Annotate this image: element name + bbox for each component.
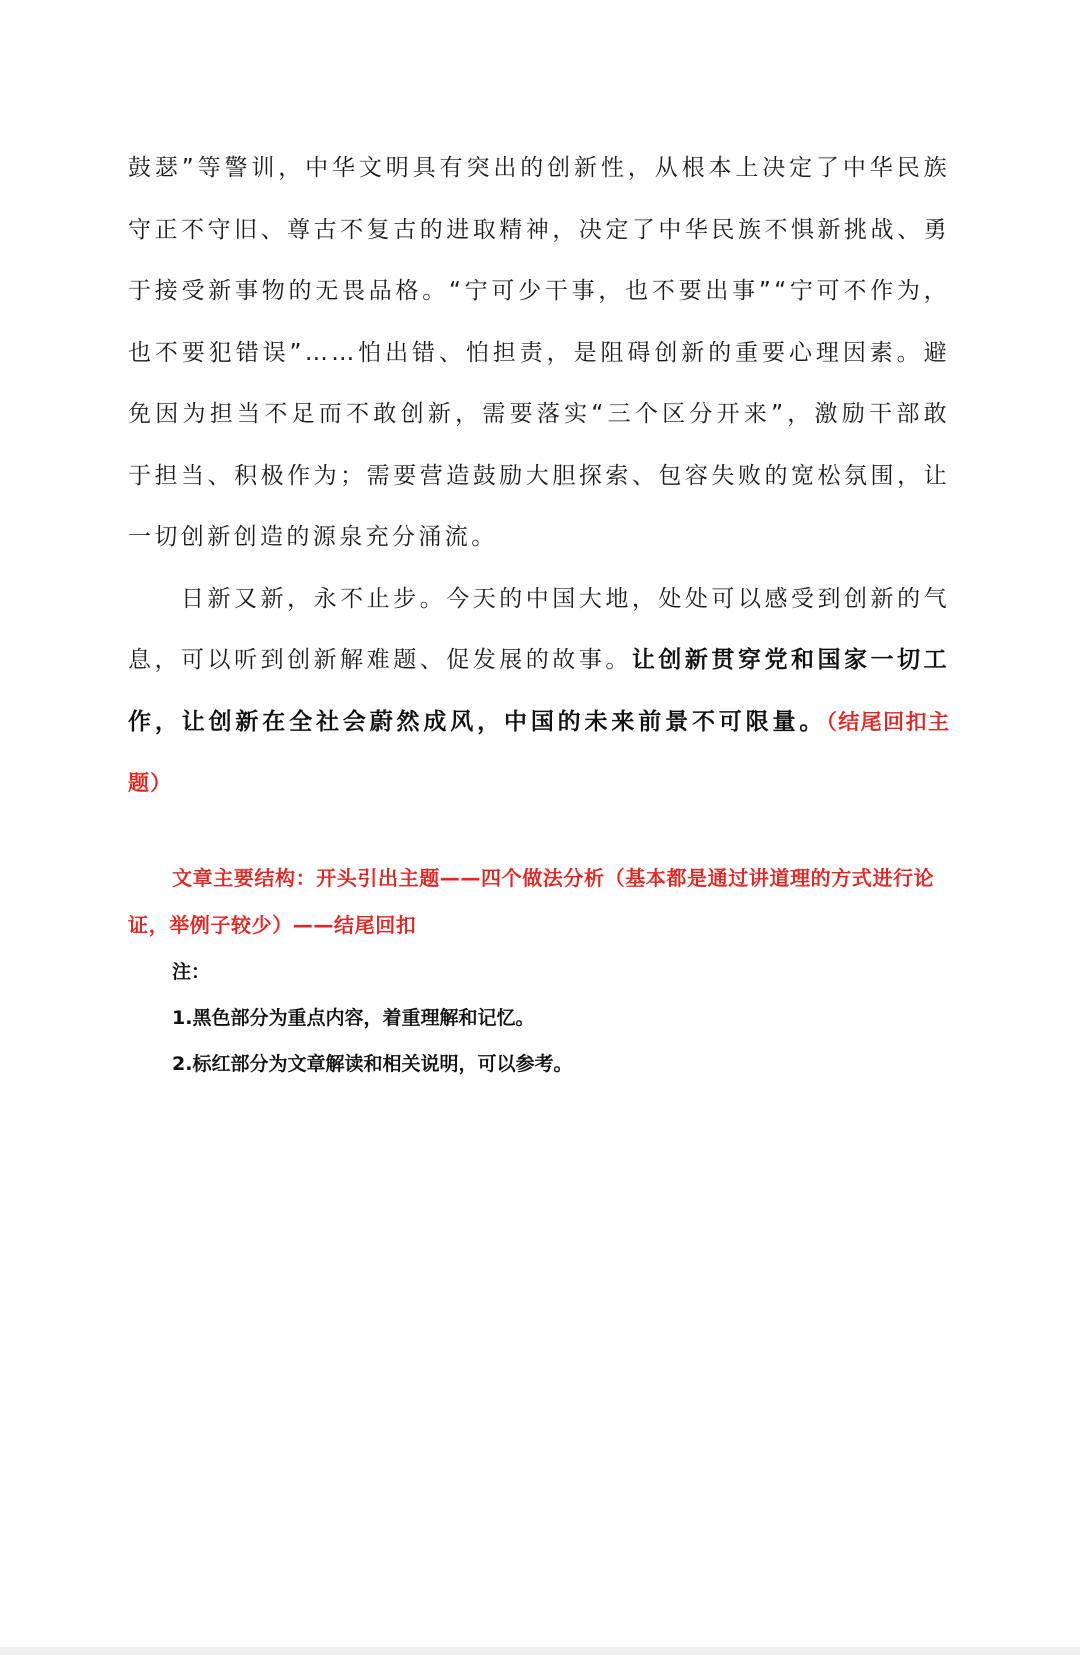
article-paragraph-1: 鼓瑟”等警训，中华文明具有突出的创新性，从根本上决定了中华民族守正不守旧、尊古不复古的进取精神，决定了中华民族不惧新挑战、勇于接受新事物的无畏品格。“宁可少干事，也不要出事”“宁可不作为，也不要犯错误”……怕出错、怕担责，是阻碍创新的重要心理因素。避免因为担当不足而不敢创新，需要落实“三个区分开来”，激励干部敢于担当、积极作为；需要营造鼓励大胆探索、包容失败的宽松氛围，让一切创新创造的源泉充分涌流。 bbox=[128, 155, 950, 550]
structure-summary: 文章主要结构：开头引出主题——四个做法分析（基本都是通过讲道理的方式进行论证，举例子较少）——结尾回扣 bbox=[128, 866, 935, 937]
note-item-2: 2.标红部分为文章解读和相关说明，可以参考。 bbox=[172, 1053, 573, 1075]
article-paragraph-2 bbox=[128, 569, 950, 815]
bottom-divider bbox=[0, 1647, 1080, 1655]
notes-section bbox=[128, 855, 950, 1087]
note-item-1: 1.黑色部分为重点内容，着重理解和记忆。 bbox=[172, 1007, 535, 1029]
note-heading: 注： bbox=[172, 961, 211, 983]
key-point-bold-text: 让创新贯穿党和国家一切工作，让创新在全社会蔚然成风，中国的未来前景不可限量。 bbox=[128, 647, 950, 735]
red-annotation: （结尾回扣主题） bbox=[128, 709, 951, 795]
article-body bbox=[128, 138, 950, 815]
paragraph-2-normal-text: 日新又新，永不止步。今天的中国大地，处处可以感受到创新的气息，可以听到创新解难题、促发展的故事。 bbox=[128, 585, 950, 673]
